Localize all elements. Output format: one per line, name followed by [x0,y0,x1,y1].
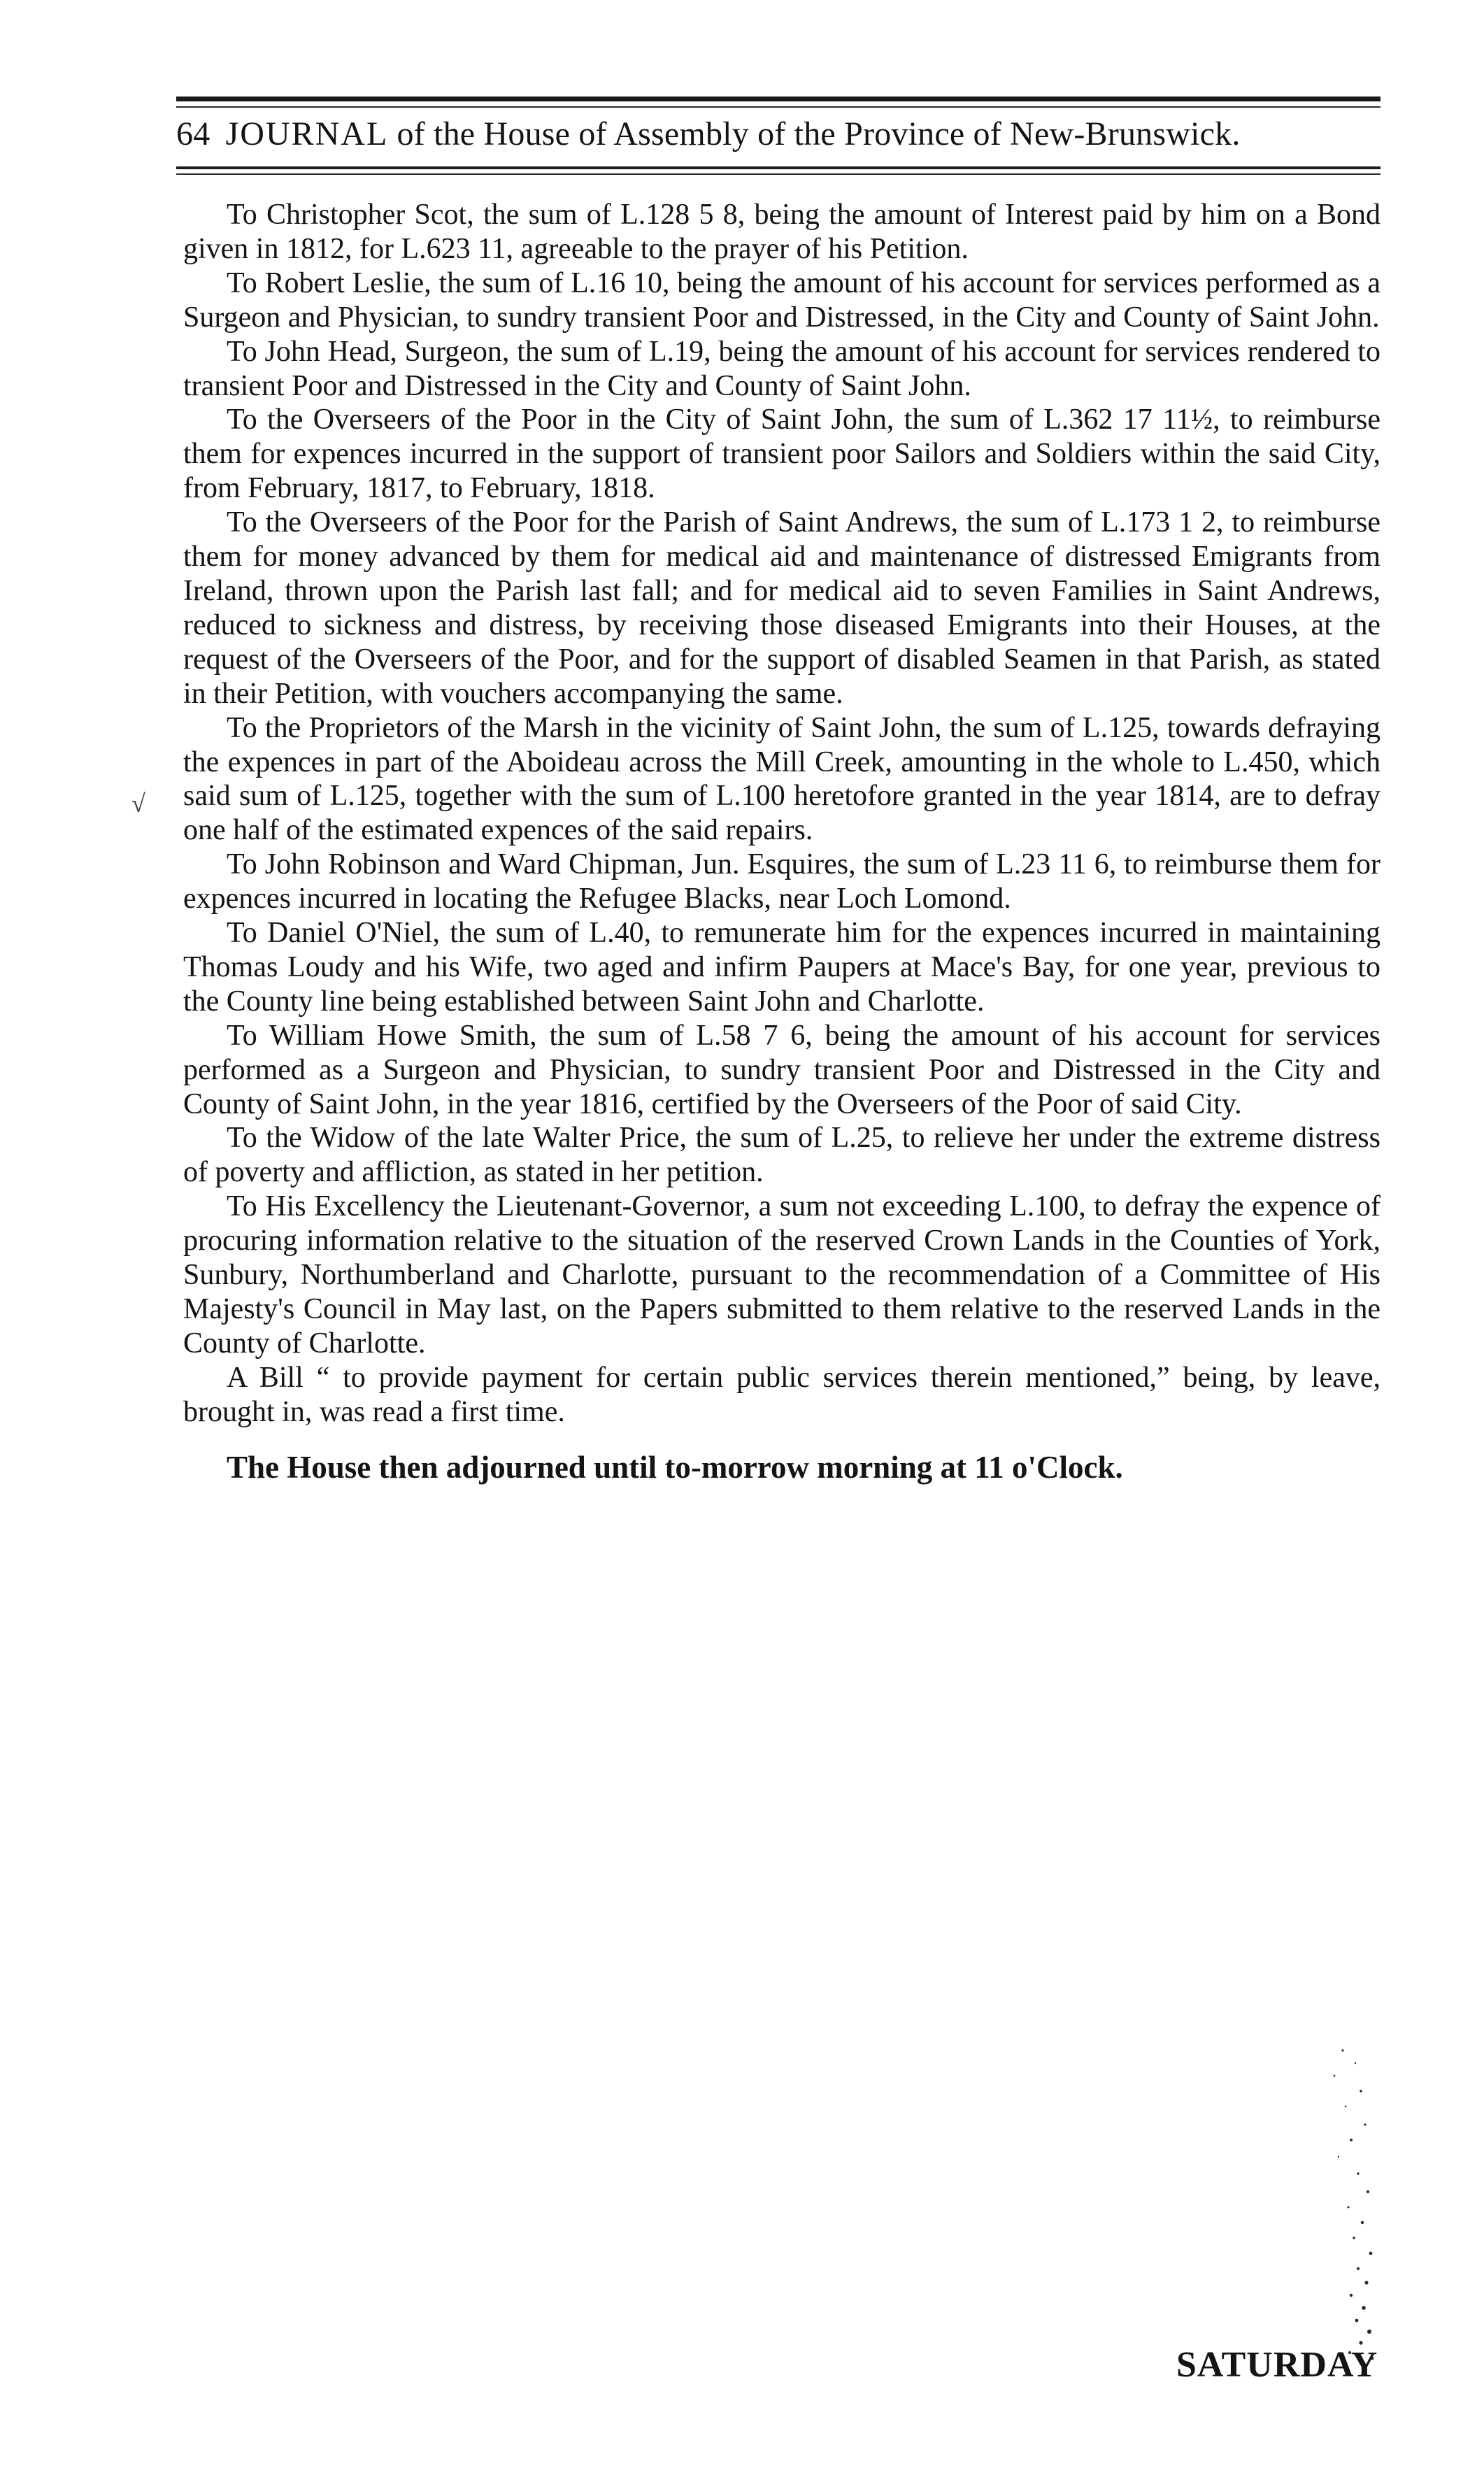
running-head [176,113,1386,155]
paragraph-daniel-oniel: To Daniel O'Niel, the sum of L.40, to remunerate him for the expences incurred in maintaining Thomas Loudy and his Wife, two aged and infirm Paupers at Mace's Bay, for one year, previous to the County line being established between Saint John and Charlotte. [183,917,1380,1018]
header-rule-thin [176,173,1380,175]
top-rule [176,97,1380,101]
paragraph-marsh-proprietors: To the Proprietors of the Marsh in the vicinity of Saint John, the sum of L.125, towards defraying the expences in part of the Aboideau across the Mill Creek, amounting in the whole to L.450, which said sum of L.125, together with the sum of L.100 heretofore granted in the year 1814, are to defray one half of the estimated expences of the said repairs. [183,711,1380,847]
paragraph-christopher-scot: To Christopher Scot, the sum of L.128 5 8, being the amount of Interest paid by him on a Bond given in 1812, for L.623 11, agreeable to the prayer of his Petition. [183,199,1380,265]
header-rule [176,166,1380,169]
paragraph-widow-walter-price: To the Widow of the late Walter Price, the sum of L.25, to relieve her under the extreme distress of poverty and affliction, as stated in her petition. [183,1122,1380,1189]
top-rule-thin [176,106,1380,108]
journal-word: JOURNAL [225,115,389,152]
page-number: 64 [176,115,211,152]
paragraph-robert-leslie: To Robert Leslie, the sum of L.16 10, being the amount of his account for services performed as a Surgeon and Physician, to sundry transient Poor and Distressed, in the City and County of Saint John. [183,266,1380,334]
catchword: SATURDAY [1176,2345,1378,2385]
paragraph-overseers-saint-john: To the Overseers of the Poor in the City of Saint John, the sum of L.362 17 11½, to reimburse them for expences incurred in the support of transient poor Sailors and Soldiers within the said City, from February, 1817, to February, 1818. [183,404,1380,505]
paragraph-william-howe-smith: To William Howe Smith, the sum of L.58 7 6, being the amount of his account for services performed as a Surgeon and Physician, to sundry transient Poor and Distressed in the City and County of Saint John, in the year 1816, certified by the Overseers of the Poor of said City. [183,1019,1380,1120]
body-text [183,198,1380,1485]
running-head-title: of the House of Assembly of the Province of New-Brunswick. [397,115,1241,152]
closing-adjournment: The House then adjourned until to-morrow morning at 11 o'Clock. [227,1449,1123,1485]
paragraph-bill-first-reading: A Bill “ to provide payment for certain public services therein mentioned,” being, by leave, brought in, was read a first time. [183,1361,1380,1428]
paragraph-lieutenant-governor: To His Excellency the Lieutenant-Governor, a sum not exceeding L.100, to defray the expence of procuring information relative to the situation of the reserved Crown Lands in the Counties of York, Sunbury, Northumberland and Charlotte, pursuant to the recommendation of a Committee of His Majesty's Council in May last, on the Papers submitted to them relative to the reserved Lands in the County of Charlotte. [183,1190,1380,1360]
paragraph-robinson-chipman: To John Robinson and Ward Chipman, Jun. Esquires, the sum of L.23 11 6, to reimburse them for expences incurred in locating the Refugee Blacks, near Loch Lomond. [183,848,1380,915]
paragraph-overseers-saint-andrews: To the Overseers of the Poor for the Parish of Saint Andrews, the sum of L.173 1 2, to reimburse them for money advanced by them for medical aid and maintenance of distressed Emigrants from Ireland, thrown upon the Parish last fall; and for medical aid to seven Families in Saint Andrews, reduced to sickness and distress, by receiving those diseased Emigrants into their Houses, at the request of the Overseers of the Poor, and for the support of disabled Seamen in that Parish, as stated in their Petition, with vouchers accompanying the same. [183,506,1380,710]
margin-check-mark: √ [131,790,145,818]
print-speckle-noise [1315,2042,1378,2371]
paragraph-john-head: To John Head, Surgeon, the sum of L.19, being the amount of his account for services rendered to transient Poor and Distressed in the City and County of Saint John. [183,335,1380,402]
